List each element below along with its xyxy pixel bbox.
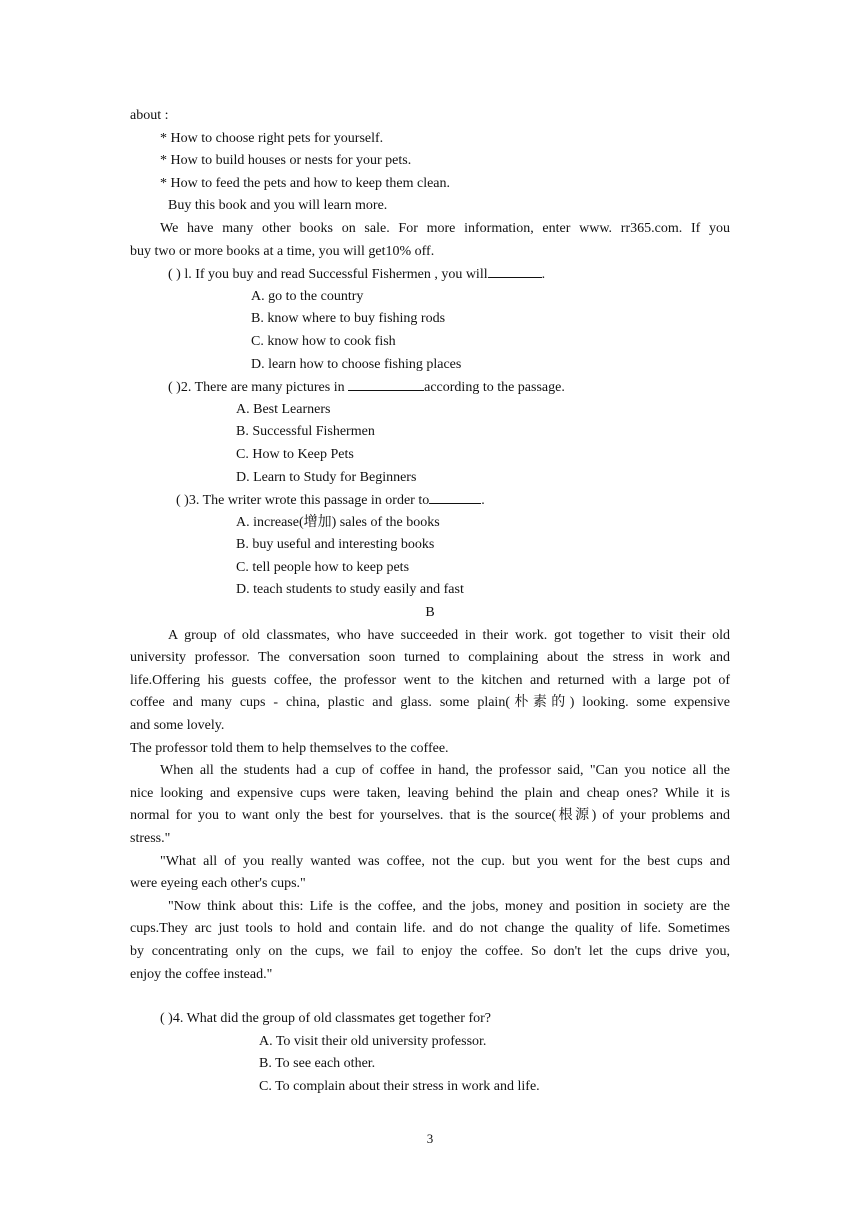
sale-paragraph-line: We have many other books on sale. For more information, enter www. rr365.com. If you	[160, 220, 730, 236]
question-3-suffix: .	[481, 493, 485, 509]
question-3-option: D. teach students to study easily and fast	[236, 582, 464, 598]
question-2-text: ( )2. There are many pictures in	[168, 380, 349, 396]
question-3-option: B. buy useful and interesting books	[236, 537, 435, 553]
question-4-option: A. To visit their old university professor.	[259, 1033, 487, 1049]
question-3-text: ( )3. The writer wrote this passage in order to	[176, 493, 430, 509]
document-page	[130, 105, 730, 1099]
intro-bullet: * How to build houses or nests for your pets.	[160, 153, 412, 169]
question-2-option: D. Learn to Study for Beginners	[236, 469, 417, 485]
story-line: When all the students had a cup of coffee in hand, the professor said, "Can you notice all the	[160, 763, 730, 779]
question-3	[130, 489, 730, 512]
question-1-option: A. go to the country	[251, 288, 364, 304]
story-line: enjoy the coffee instead."	[130, 966, 273, 982]
question-4-option: C. To complain about their stress in work and life.	[259, 1078, 540, 1094]
story-line: university professor. The conversation soon turned to complaining about the stress in work and	[130, 650, 730, 666]
question-2-option: A. Best Learners	[236, 401, 331, 417]
question-2-suffix: according to the passage.	[424, 380, 565, 396]
section-heading-b: B	[425, 605, 435, 621]
answer-blank	[429, 489, 481, 504]
question-4-option: B. To see each other.	[259, 1056, 376, 1072]
question-1-text: ( ) l. If you buy and read Successful Fishermen , you will	[168, 267, 488, 283]
intro-bullet: * How to feed the pets and how to keep them clean.	[160, 175, 451, 191]
answer-blank	[488, 263, 542, 278]
story-line: nice looking and expensive cups were taken, leaving behind the plain and cheap ones? While it is	[130, 785, 730, 801]
question-1-suffix: .	[541, 267, 546, 283]
page-number: 3	[426, 1131, 434, 1146]
spacer	[130, 986, 730, 1008]
story-line: cups.They arc just tools to hold and contain life. and do not change the quality of life. Sometimes	[130, 921, 730, 937]
story-line: The professor told them to help themselves to the coffee.	[130, 740, 449, 756]
story-line: A group of old classmates, who have succeeded in their work. got together to visit their old	[168, 627, 730, 643]
story-line: life.Offering his guests coffee, the professor went to the kitchen and returned with a large pot of	[130, 672, 730, 688]
story-line: were eyeing each other's cups."	[130, 876, 306, 892]
sale-paragraph-line: buy two or more books at a time, you will get10% off.	[130, 243, 435, 259]
question-2-option: B. Successful Fishermen	[236, 424, 375, 440]
question-1-option: C. know how to cook fish	[251, 333, 396, 349]
story-line: stress."	[130, 831, 171, 846]
question-1-option: B. know where to buy fishing rods	[251, 311, 446, 327]
story-line: and some lovely.	[130, 718, 225, 734]
question-3-option: C. tell people how to keep pets	[236, 559, 410, 575]
story-line: "What all of you really wanted was coffee, not the cup. but you went for the best cups and	[160, 853, 730, 869]
question-1-option: D. learn how to choose fishing places	[251, 356, 462, 372]
question-4: ( )4. What did the group of old classmates get together for?	[160, 1011, 491, 1027]
question-1	[130, 263, 730, 286]
story-line: by concentrating only on the cups, we fail to enjoy the coffee. So don't let the cups drive you,	[130, 943, 730, 959]
intro-line: about :	[130, 108, 169, 123]
answer-blank	[348, 376, 424, 391]
question-3-option: A. increase(增加) sales of the books	[236, 514, 440, 530]
story-line: "Now think about this: Life is the coffee, and the jobs, money and position in society are the	[168, 898, 730, 914]
question-2	[130, 376, 730, 399]
question-2-option: C. How to Keep Pets	[236, 446, 354, 462]
story-line: normal for you to want only the best for yourselves. that is the source(根源) of your problems and	[130, 808, 730, 824]
intro-bullet: * How to choose right pets for yourself.	[160, 130, 384, 146]
story-line: coffee and many cups - china, plastic and glass. some plain(朴素的) looking. some expensive	[130, 695, 730, 711]
intro-line: Buy this book and you will learn more.	[168, 198, 388, 214]
